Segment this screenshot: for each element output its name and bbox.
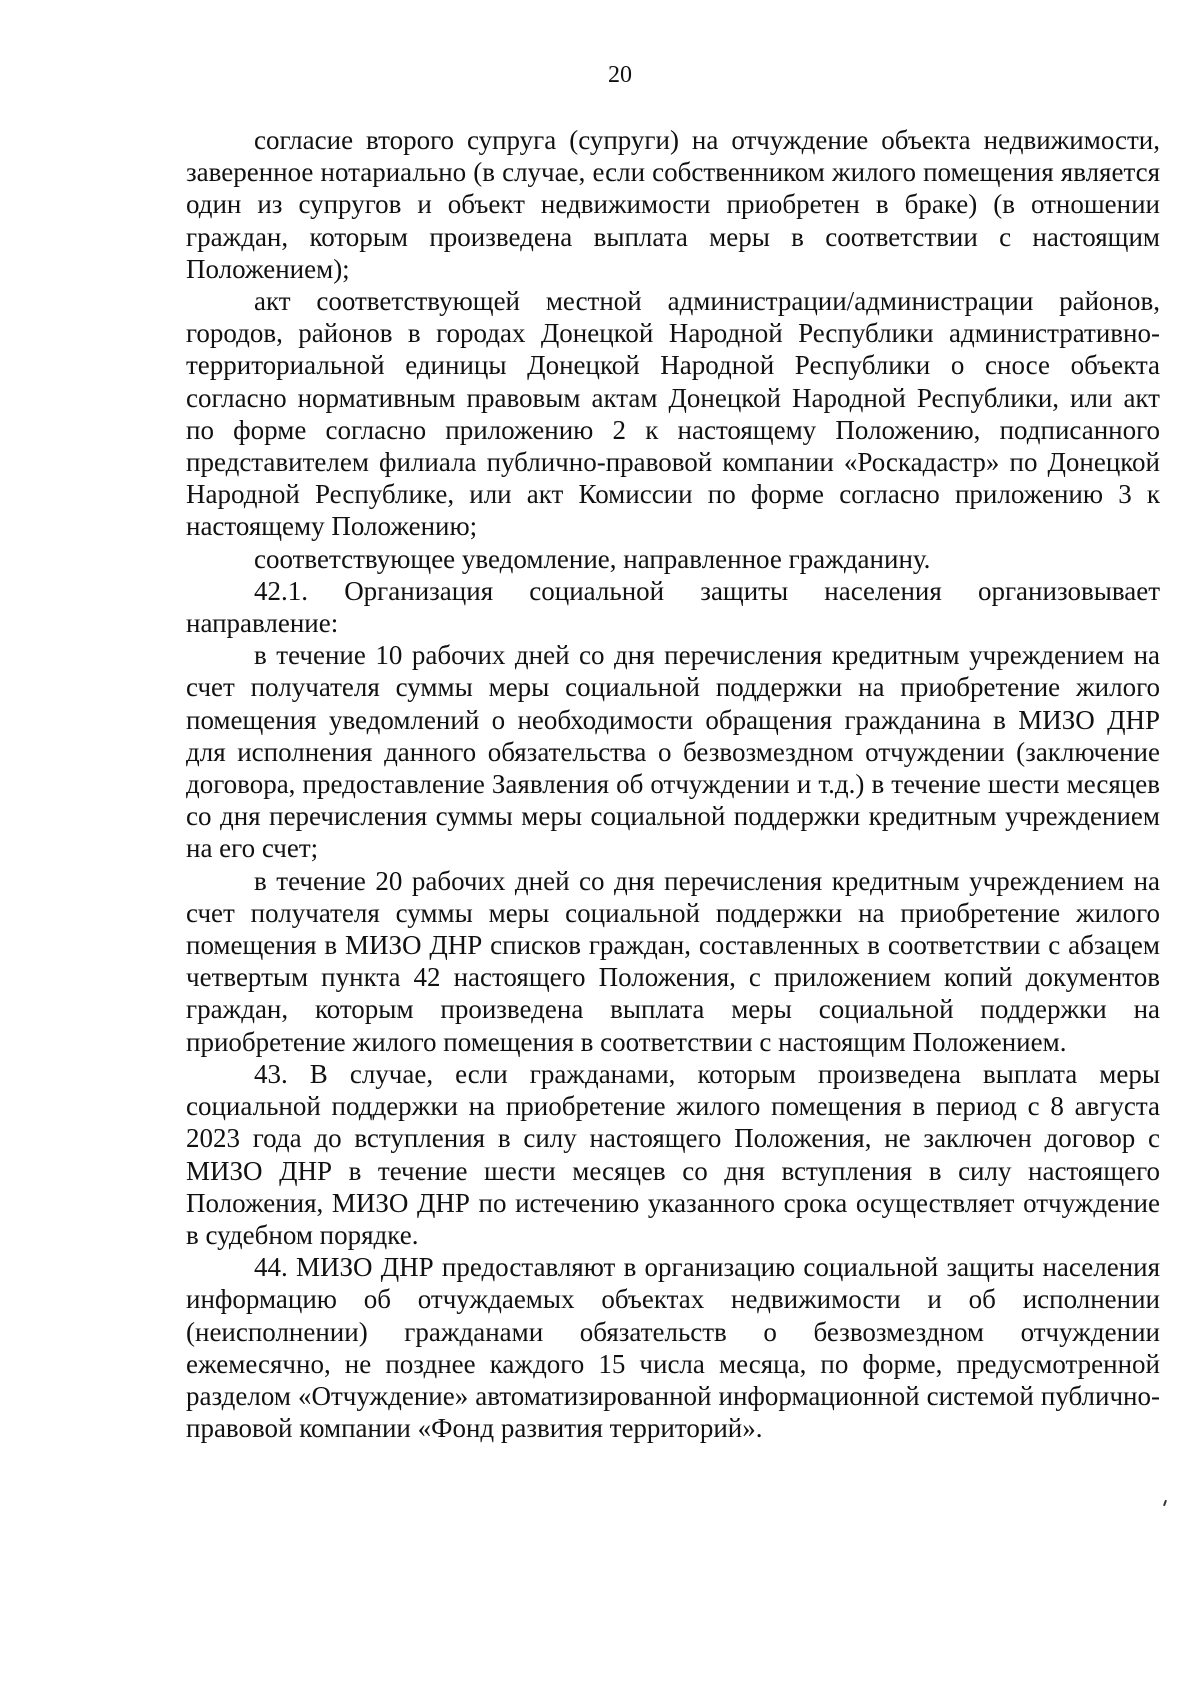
paragraph-43: 43. В случае, если гражданами, которым произведена выплата меры социальной поддержки на приобретение жилого помещения в период с 8 августа 2023 года до вступления в силу настоящего Положения, не заключен договор с МИЗО ДНР в течение шести месяцев со дня вступления в силу настоящего Положения, МИЗО ДНР по истечению указанного срока осуществляет отчуждение в судебном порядке.: [186, 1058, 1160, 1250]
paragraph-44: 44. МИЗО ДНР предоставляют в организацию социальной защиты населения информацию об отчуждаемых объектах недвижимости и об исполнении (неисполнении) гражданами обязательств о безвозмездном отчуждении ежемесячно, не позднее каждого 15 числа месяца, по форме, предусмотренной разделом «Отчуждение» автоматизированной информационной системой публично-правовой компании «Фонд развития территорий».: [186, 1252, 1160, 1444]
scan-mark: [1163, 1500, 1167, 1506]
paragraph-42-1: 42.1. Организация социальной защиты населения организовывает направление:: [186, 575, 1160, 639]
paragraph-spouse-consent: согласие второго супруга (супруги) на отчуждение объекта недвижимости, заверенное нотариально (в случае, если собственником жилого помещения является один из супругов и объект недвижимости приобретен в браке) (в отношении граждан, которым произведена выплата меры в соответствии с настоящим Положением);: [186, 125, 1160, 284]
paragraph-20-days: в течение 20 рабочих дней со дня перечисления кредитным учреждением на счет получателя суммы меры социальной поддержки на приобретение жилого помещения в МИЗО ДНР списков граждан, составленных в соответствии с абзацем четвертым пункта 42 настоящего Положения, с приложением копий документов граждан, которым произведена выплата меры социальной поддержки на приобретение жилого помещения в соответствии с настоящим Положением.: [186, 865, 1160, 1057]
paragraph-demolition-act: акт соответствующей местной администрации/администрации районов, городов, районов в городах Донецкой Народной Республики административно-территориальной единицы Донецкой Народной Республики о сносе объекта согласно нормативным правовым актам Донецкой Народной Республики, или акт по форме согласно приложению 2 к настоящему Положению, подписанного представителем филиала публично-правовой компании «Роскадастр» по Донецкой Народной Республике, или акт Комиссии по форме согласно приложению 3 к настоящему Положению;: [186, 286, 1160, 542]
document-body: [186, 124, 1160, 1444]
paragraph-notification: соответствующее уведомление, направленное гражданину.: [254, 543, 931, 574]
paragraph-10-days: в течение 10 рабочих дней со дня перечисления кредитным учреждением на счет получателя суммы меры социальной поддержки на приобретение жилого помещения уведомлений о необходимости обращения гражданина в МИЗО ДНР для исполнения данного обязательства о безвозмездном отчуждении (заключение договора, предоставление Заявления об отчуждении и т.д.) в течение шести месяцев со дня перечисления суммы меры социальной поддержки кредитным учреждением на его счет;: [186, 640, 1160, 864]
page-number: 20: [608, 62, 632, 88]
